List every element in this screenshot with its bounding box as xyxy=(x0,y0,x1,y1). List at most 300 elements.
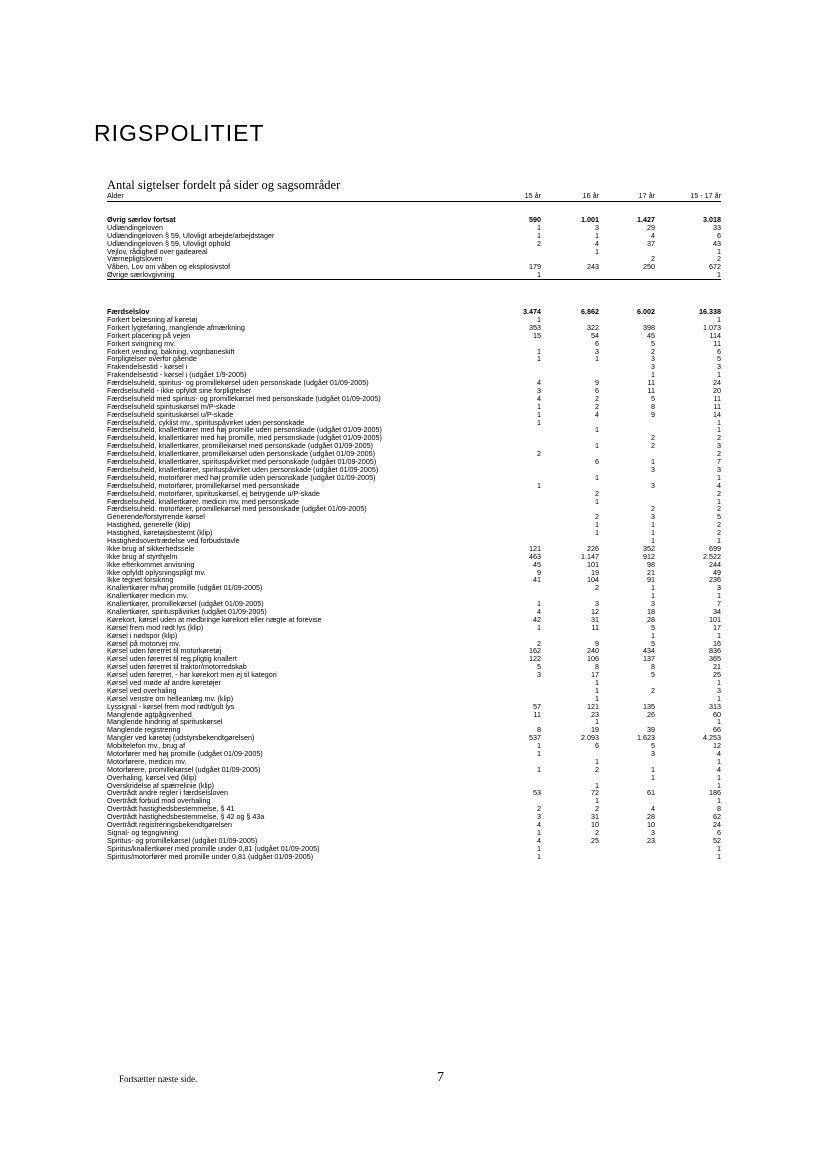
cell-16: 19 xyxy=(591,567,599,577)
cell-17: 3 xyxy=(651,749,655,758)
cell-16: 2 xyxy=(595,401,599,411)
cell-total: 114 xyxy=(709,330,721,340)
table-row xyxy=(107,513,721,521)
cell-16: 243 xyxy=(587,262,599,272)
cell-17: 1 xyxy=(651,630,655,640)
column-header-alder: Alder xyxy=(107,191,124,200)
cell-15: 4 xyxy=(537,835,541,845)
cell-16: 2 xyxy=(595,827,599,837)
row-label: Vejlov, rådighed over gadeareal xyxy=(107,246,208,256)
cell-total: 6 xyxy=(717,827,721,837)
row-label: Kørsel ved overhaling xyxy=(107,685,177,695)
cell-15: 1 xyxy=(537,315,541,325)
row-label: Færdselsuheld, motorfører med høj promille uden personskade (udgået 01/09-2005) xyxy=(107,472,376,482)
cell-15: 121 xyxy=(529,543,541,553)
row-label: Hastighed, køretøjsbestemt (klip) xyxy=(107,528,213,538)
cell-total: 4 xyxy=(717,749,721,758)
section-gap xyxy=(107,280,721,294)
cell-total: 21 xyxy=(713,662,721,672)
cell-total: 3 xyxy=(717,583,721,593)
cell-15: 1 xyxy=(537,749,541,758)
row-label: Færdselsuheld med spiritus- og promillekørsel med personskade (udgået 01/09-2005) xyxy=(107,393,381,403)
cell-total: 1 xyxy=(717,756,721,766)
row-label: Kørsel frem mod rødt lys (klip) xyxy=(107,622,204,632)
cell-16: 12 xyxy=(591,606,599,616)
table-row xyxy=(107,703,721,711)
cell-total: 5 xyxy=(717,354,721,364)
cell-total: 2 xyxy=(717,449,721,459)
table-row xyxy=(107,537,721,545)
cell-total: 1 xyxy=(717,425,721,435)
cell-15: 9 xyxy=(537,567,541,577)
section-gap xyxy=(107,202,721,216)
cell-17: 23 xyxy=(647,835,655,845)
row-label: Ikke brug af styrthjelm xyxy=(107,551,178,561)
row-label: Overtrådt hastighedsbestemmelse, § 41 xyxy=(107,804,235,814)
row-label: Færdselslov xyxy=(107,307,150,317)
cell-16: 2 xyxy=(595,512,599,522)
cell-16: 2 xyxy=(595,583,599,593)
cell-total: 12 xyxy=(713,741,721,751)
row-label: Våben, Lov om våben og eksplosivstof xyxy=(107,262,231,272)
cell-17: 912 xyxy=(643,551,655,561)
row-label: Færdselsuheld spirituskørsel u/P-skade xyxy=(107,409,234,419)
row-label: Færdselsuheld, knallertkører, promillekørsel med personskade (udgået 01/09-2005) xyxy=(107,441,374,451)
table-row xyxy=(107,679,721,687)
cell-total: 49 xyxy=(713,567,721,577)
row-label: Færdselsuheld - ikke opfyldt sine forpligtelser xyxy=(107,386,252,396)
cell-16: 4 xyxy=(595,238,599,248)
cell-15: 353 xyxy=(529,322,541,332)
cell-17: 5 xyxy=(651,622,655,632)
cell-17: 9 xyxy=(651,409,655,419)
cell-total: 1 xyxy=(717,472,721,482)
column-header-16: 16 år xyxy=(582,191,599,200)
cell-total: 6 xyxy=(717,230,721,240)
cell-16: 23 xyxy=(591,709,599,719)
row-label: Øvrig særlov fortsat xyxy=(107,215,176,224)
cell-15: 1 xyxy=(537,622,541,632)
cell-16: 1 xyxy=(595,528,599,538)
cell-15: 1 xyxy=(537,764,541,774)
cell-17: 2 xyxy=(651,254,655,264)
cell-15: 1 xyxy=(537,346,541,356)
cell-total: 186 xyxy=(709,788,721,798)
cell-total: 16 xyxy=(713,638,721,648)
table-row xyxy=(107,624,721,632)
column-header-15: 15 år xyxy=(524,191,541,200)
row-label: Udlændingeloven xyxy=(107,222,163,232)
cell-15: 2 xyxy=(537,238,541,248)
cell-total: 4.253 xyxy=(703,733,721,743)
cell-15: 3 xyxy=(537,670,541,680)
cell-16: 121 xyxy=(587,701,599,711)
row-label: Værnepligtsloven xyxy=(107,254,163,264)
cell-16: 1 xyxy=(595,354,599,364)
cell-17: 1 xyxy=(651,764,655,774)
cell-17: 1.623 xyxy=(637,733,655,743)
cell-16: 31 xyxy=(591,812,599,822)
cell-17: 250 xyxy=(643,262,655,272)
row-label: Knallertkører, spirituspåvirket (udgået 01/09-2005) xyxy=(107,606,267,616)
cell-16: 2 xyxy=(595,764,599,774)
table-row xyxy=(107,632,721,640)
cell-total: 1 xyxy=(717,630,721,640)
cell-16: 6 xyxy=(595,457,599,467)
cell-total: 66 xyxy=(713,725,721,735)
cell-16: 1 xyxy=(595,472,599,482)
row-label: Kørsel venstre om helleanlæg mv. (klip) xyxy=(107,693,234,703)
cell-17: 21 xyxy=(647,567,655,577)
cell-16: 1 xyxy=(595,693,599,703)
row-label: Forkert vending, bakning, vognbaneskift xyxy=(107,346,235,356)
cell-total: 7 xyxy=(717,599,721,609)
row-label: Kørsel ved møde af andre køretøjer xyxy=(107,677,221,687)
cell-16: 2 xyxy=(595,488,599,498)
table-row xyxy=(107,584,721,592)
table-row xyxy=(107,248,721,256)
table-row xyxy=(107,821,721,829)
cell-17: 28 xyxy=(647,614,655,624)
row-label: Spiritus/knallertkører med promille under 0,81 (udgået 01/09-2005) xyxy=(107,843,320,853)
cell-total: 2 xyxy=(717,520,721,530)
cell-16: 322 xyxy=(587,322,599,332)
row-label: Færdselsuheld. knallertkører. medicin mv. med personskade xyxy=(107,496,300,506)
cell-16: 11 xyxy=(591,622,599,632)
table-header xyxy=(107,191,721,202)
cell-16: 9 xyxy=(595,378,599,388)
cell-17: 1 xyxy=(651,457,655,467)
row-label: Overskridelse af spærrelinie (klip) xyxy=(107,780,215,790)
cell-total: 1 xyxy=(717,677,721,687)
cell-15: 1 xyxy=(537,230,541,240)
cell-16: 1 xyxy=(595,520,599,530)
row-label: Knallertkører medicin mv. xyxy=(107,591,188,601)
cell-17: 1 xyxy=(651,528,655,538)
table-row xyxy=(107,263,721,271)
cell-16: 101 xyxy=(587,559,599,569)
cell-17: 39 xyxy=(647,725,655,735)
cell-total: 836 xyxy=(709,646,721,656)
row-label: Færdselsuheld, cyklist mv., spirituspåvirket uden personskade xyxy=(107,417,305,427)
cell-total: 3 xyxy=(717,441,721,451)
cell-17: 11 xyxy=(647,378,655,388)
cell-15: 122 xyxy=(529,654,541,664)
row-label: Overhaling, kørsel ved (klip) xyxy=(107,772,197,782)
row-label: Motorførere, medicin mv. xyxy=(107,756,187,766)
row-label: Færdselsuheld, knallertkører med høj promille uden personskade (udgået 01/09-2005) xyxy=(107,425,382,435)
row-label: Kørsel på motorvej mv. xyxy=(107,638,181,648)
cell-total: 2 xyxy=(717,254,721,264)
table-body xyxy=(107,202,721,860)
table-row xyxy=(107,332,721,340)
cell-15: 42 xyxy=(533,614,541,624)
row-label: Færdselsuheld, knallertkører med høj promille, med personskade (udgået 01/09-2005) xyxy=(107,433,382,443)
cell-17: 8 xyxy=(651,662,655,672)
row-label: Hastighedsovertrædelse ved forbudstavle xyxy=(107,535,240,545)
table-row xyxy=(107,545,721,553)
cell-17: 3 xyxy=(651,464,655,474)
cell-total: 11 xyxy=(713,338,721,348)
cell-total: 6 xyxy=(717,346,721,356)
cell-17: 1 xyxy=(651,772,655,782)
cell-total: 1 xyxy=(717,591,721,601)
cell-16: 2 xyxy=(595,393,599,403)
cell-total: 25 xyxy=(713,670,721,680)
cell-16: 1 xyxy=(595,230,599,240)
row-label: Frakendelsestid - kørsel i (udgået 1/9-2005) xyxy=(107,370,247,380)
page-number: 7 xyxy=(437,1070,444,1085)
row-label: Lyssignal - kørsel frem mod rødt/gult lys xyxy=(107,701,235,711)
table-row xyxy=(107,308,721,316)
cell-16: 1 xyxy=(595,246,599,256)
cell-total: 244 xyxy=(709,559,721,569)
cell-total: 1.073 xyxy=(703,322,721,332)
cell-15: 5 xyxy=(537,662,541,672)
cell-16: 1 xyxy=(595,496,599,506)
rigspolitiet-logo: RIGSPOLITIET xyxy=(94,120,265,146)
cell-15: 1 xyxy=(537,417,541,427)
cell-16: 6 xyxy=(595,386,599,396)
row-label: Færdselsuheld, knallertkører, spirituspåvirket uden personskade (udgået 01/09-2005) xyxy=(107,464,379,474)
row-label: Frakendelsestid - kørsel i xyxy=(107,362,188,372)
cell-total: 1 xyxy=(717,693,721,703)
cell-17: 98 xyxy=(647,559,655,569)
cell-17: 10 xyxy=(647,820,655,830)
row-label: Motorførere, promillekørsel (udgået 01/09-2005) xyxy=(107,764,261,774)
cell-17: 3 xyxy=(651,354,655,364)
cell-17: 6.002 xyxy=(637,307,655,317)
cell-17: 3 xyxy=(651,362,655,372)
cell-16: 1 xyxy=(595,677,599,687)
cell-total: 2 xyxy=(717,433,721,443)
cell-total: 1 xyxy=(717,717,721,727)
cell-15: 53 xyxy=(533,788,541,798)
cell-total: 1 xyxy=(717,417,721,427)
cell-15: 3 xyxy=(537,812,541,822)
cell-15: 3.474 xyxy=(523,307,541,317)
cell-15: 2 xyxy=(537,449,541,459)
row-label: Færdselsuheld. motorfører, promillekørsel med personskade (udgået 01/09-2005) xyxy=(107,504,367,514)
table-row xyxy=(107,355,721,363)
table-row xyxy=(107,750,721,758)
cell-15: 11 xyxy=(533,709,541,719)
cell-17: 398 xyxy=(643,322,655,332)
row-label: Øvrige særlovgivning xyxy=(107,270,175,280)
cell-16: 1 xyxy=(595,780,599,790)
table-row xyxy=(107,324,721,332)
cell-17: 434 xyxy=(643,646,655,656)
cell-15: 1 xyxy=(537,480,541,490)
cell-17: 45 xyxy=(647,330,655,340)
cell-17: 1 xyxy=(651,535,655,545)
cell-total: 11 xyxy=(713,393,721,403)
table-row xyxy=(107,734,721,742)
cell-total: 236 xyxy=(709,575,721,585)
cell-15: 179 xyxy=(529,262,541,272)
cell-16: 8 xyxy=(595,662,599,672)
cell-15: 15 xyxy=(533,330,541,340)
row-label: Knallertkører, promillekørsel (udgået 01/09-2005) xyxy=(107,599,264,609)
cell-total: 43 xyxy=(713,238,721,248)
row-label: Ikke opfyldt oplysningspligt mv. xyxy=(107,567,206,577)
cell-17: 3 xyxy=(651,599,655,609)
cell-15: 1 xyxy=(537,354,541,364)
row-label: Manglende agtpågivenhed xyxy=(107,709,192,719)
cell-16: 3 xyxy=(595,599,599,609)
cell-15: 1 xyxy=(537,409,541,419)
cell-15: 8 xyxy=(537,725,541,735)
row-label: Signal- og tegngivning xyxy=(107,827,179,837)
cell-16: 6.862 xyxy=(581,307,599,317)
cell-17: 135 xyxy=(643,701,655,711)
cell-16: 19 xyxy=(591,725,599,735)
cell-15: 537 xyxy=(529,733,541,743)
row-label: Færdselsuheld, knallertkører, spirituspåvirket med personskade (udgået 01/09-2005) xyxy=(107,457,377,467)
table-row xyxy=(107,271,721,280)
cell-17: 2 xyxy=(651,346,655,356)
cell-16: 1 xyxy=(595,441,599,451)
cell-17: 3 xyxy=(651,480,655,490)
row-label: Færdselsuheld, knallertkører, promillekørsel uden personskade (udgået 01/09-2005) xyxy=(107,449,376,459)
cell-total: 1 xyxy=(717,843,721,853)
cell-17: 91 xyxy=(647,575,655,585)
cell-15: 3 xyxy=(537,386,541,396)
row-label: Forkert placering på vejen xyxy=(107,330,191,340)
cell-15: 4 xyxy=(537,393,541,403)
cell-total: 1 xyxy=(717,796,721,806)
cell-15: 1 xyxy=(537,827,541,837)
cell-total: 313 xyxy=(709,701,721,711)
data-table xyxy=(107,191,721,860)
cell-17: 3 xyxy=(651,512,655,522)
cell-17: 29 xyxy=(647,222,655,232)
row-label: Kørekort, kørsel uden at medbringe kørekort eller nægte at forevise xyxy=(107,614,322,624)
cell-16: 1.001 xyxy=(581,215,599,224)
cell-15: 41 xyxy=(533,575,541,585)
cell-17: 61 xyxy=(647,788,655,798)
row-label: Overtrådt hastighedsbestemmelse, § 42 og § 43a xyxy=(107,812,265,822)
row-label: Forkert svingning mv. xyxy=(107,338,176,348)
cell-15: 1 xyxy=(537,843,541,853)
cell-17: 5 xyxy=(651,338,655,348)
cell-total: 62 xyxy=(713,812,721,822)
cell-17: 8 xyxy=(651,401,655,411)
cell-17: 5 xyxy=(651,741,655,751)
table-row xyxy=(107,348,721,356)
cell-15: 2 xyxy=(537,804,541,814)
cell-total: 60 xyxy=(713,709,721,719)
table-row xyxy=(107,718,721,726)
row-label: Kørsel uden førerret til reg.pligtig knallert xyxy=(107,654,237,664)
cell-15: 4 xyxy=(537,820,541,830)
cell-total: 3 xyxy=(717,464,721,474)
cell-17: 18 xyxy=(647,606,655,616)
cell-total: 1 xyxy=(717,315,721,325)
cell-16: 54 xyxy=(591,330,599,340)
cell-16: 3 xyxy=(595,222,599,232)
cell-16: 31 xyxy=(591,614,599,624)
cell-17: 1 xyxy=(651,370,655,380)
cell-16: 72 xyxy=(591,788,599,798)
cell-17: 2 xyxy=(651,685,655,695)
cell-total: 34 xyxy=(713,606,721,616)
column-header-total: 15 - 17 år xyxy=(690,191,721,200)
table-row xyxy=(107,853,721,861)
cell-17: 37 xyxy=(647,238,655,248)
cell-15: 1 xyxy=(537,222,541,232)
row-label: Udlændingeloven § 59, Ulovligt arbejde/arbejdstager xyxy=(107,230,275,240)
cell-16: 2.093 xyxy=(581,733,599,743)
cell-16: 1 xyxy=(595,756,599,766)
cell-16: 226 xyxy=(587,543,599,553)
cell-17: 5 xyxy=(651,638,655,648)
cell-16: 6 xyxy=(595,338,599,348)
cell-16: 25 xyxy=(591,835,599,845)
cell-17: 2 xyxy=(651,441,655,451)
cell-total: 2 xyxy=(717,504,721,514)
cell-total: 1 xyxy=(717,535,721,545)
table-row xyxy=(107,553,721,561)
row-label: Knallertkører m/høj promille (udgået 01/09-2005) xyxy=(107,583,263,593)
cell-total: 20 xyxy=(713,386,721,396)
cell-16: 6 xyxy=(595,741,599,751)
cell-16: 240 xyxy=(587,646,599,656)
cell-total: 14 xyxy=(713,409,721,419)
cell-total: 2 xyxy=(717,488,721,498)
row-label: Ikke efterkommet anvisning xyxy=(107,559,195,569)
cell-total: 4 xyxy=(717,480,721,490)
row-label: Kørsel uden førerret til motorkøretøj xyxy=(107,646,222,656)
cell-17: 137 xyxy=(643,654,655,664)
cell-15: 463 xyxy=(529,551,541,561)
cell-16: 1 xyxy=(595,685,599,695)
cell-total: 3 xyxy=(717,362,721,372)
cell-16: 2 xyxy=(595,804,599,814)
continuation-note: Fortsætter næste side. xyxy=(119,1074,198,1084)
cell-17: 4 xyxy=(651,230,655,240)
row-label: Færdselsuheld, motorfører, promillekørsel med personskade xyxy=(107,480,300,490)
row-label: Forkert belæsning af køretøj xyxy=(107,315,198,325)
row-label: Overtrådt registreringsbekendtgørelsen xyxy=(107,820,233,830)
cell-16: 4 xyxy=(595,409,599,419)
cell-15: 1 xyxy=(537,599,541,609)
cell-17: 28 xyxy=(647,812,655,822)
cell-17: 5 xyxy=(651,393,655,403)
cell-total: 3.018 xyxy=(703,215,721,224)
cell-15: 1 xyxy=(537,270,541,280)
cell-17: 4 xyxy=(651,804,655,814)
cell-16: 1 xyxy=(595,796,599,806)
table-row xyxy=(107,766,721,774)
row-label: Kørsel i nødspor (klip) xyxy=(107,630,178,640)
cell-15: 1 xyxy=(537,741,541,751)
cell-16: 3 xyxy=(595,346,599,356)
cell-15: 4 xyxy=(537,606,541,616)
table-row xyxy=(107,569,721,577)
row-label: Hastighed, generelle (klip) xyxy=(107,520,191,530)
row-label: Forkert lygteføring, manglende afmærkning xyxy=(107,322,245,332)
row-label: Mobiltelefon mv., brug af xyxy=(107,741,186,751)
cell-total: 16.338 xyxy=(699,307,721,317)
section-gap xyxy=(107,294,721,308)
cell-17: 5 xyxy=(651,670,655,680)
cell-total: 33 xyxy=(713,222,721,232)
row-label: Forpligtelser overfor gående xyxy=(107,354,197,364)
row-label: Motorfører med høj promille (udgået 01/09-2005) xyxy=(107,749,263,758)
row-label: Generende/forstyrrende kørsel xyxy=(107,512,205,522)
cell-17: 3 xyxy=(651,827,655,837)
